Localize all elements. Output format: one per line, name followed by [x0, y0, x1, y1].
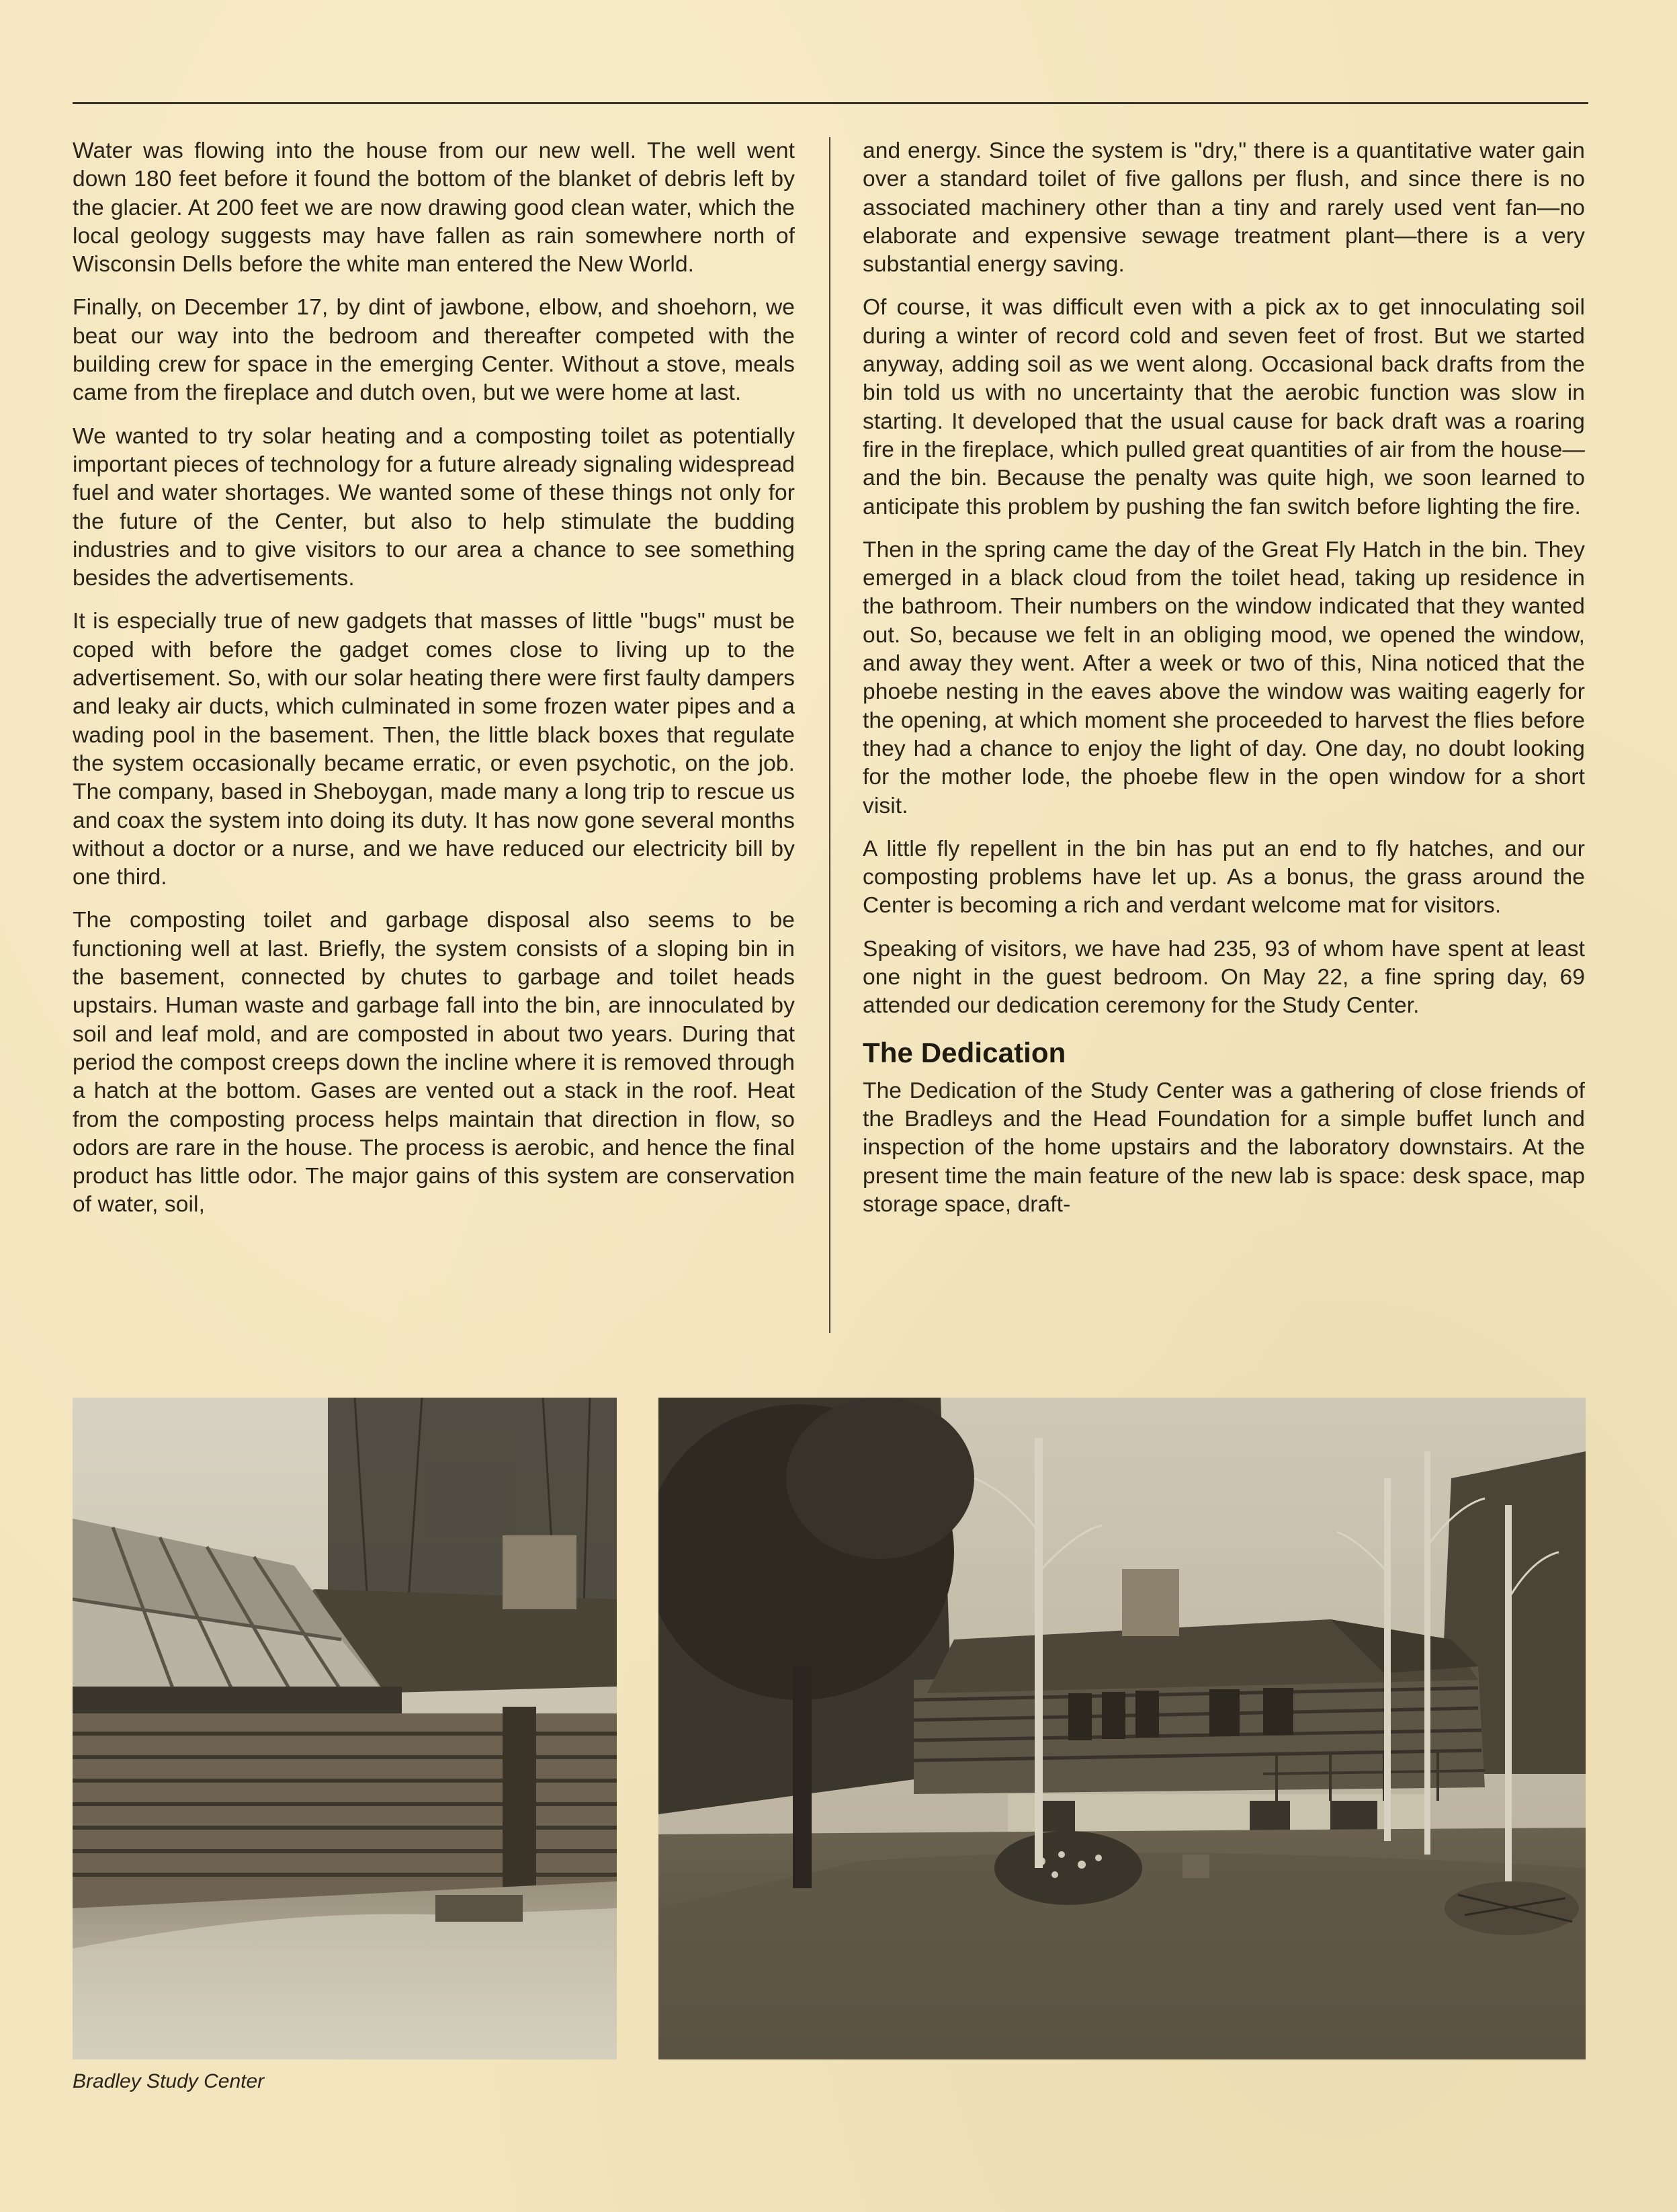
photo-caption: Bradley Study Center: [73, 2070, 265, 2092]
paragraph-fly-repellent: A little fly repellent in the bin has put an end to fly hatches, and our composting problems have let up. As a bonus, the grass around the Center is becoming a rich and verdant welcome mat for visitors.: [863, 836, 1585, 919]
paragraph-dedication: The Dedication of the Study Center was a gathering of close friends of the Bradleys and the Head Foundation for a simple buffet lunch and inspection of the home upstairs and the laboratory downstairs. At the present time the main feature of the new lab is space: desk space, map storage space, draft-: [863, 1078, 1585, 1217]
paragraph-composting-toilet: The composting toilet and garbage disposal also seems to be functioning well at last. Briefly, the system consists of a sloping bin in the basement, connected by chutes to garbage and toilet heads upstairs. Human waste and garbage fall into the bin, are innoculated by soil and leaf mold, and are composted in about two years. During that period the compost creeps down the incline where it is removed through a hatch at the bottom. Gases are vented out a stack in the roof. Heat from the composting process helps maintain that direction in flow, so odors are rare in the house. The process is aerobic, and hence the final product has little odor. The major gains of this system are conservation of water, soil,: [73, 908, 795, 1218]
paragraph-fly-hatch: Then in the spring came the day of the Great Fly Hatch in the bin. They emerged in a black cloud from the toilet head, taking up residence in the bathroom. Their numbers on the window indicated that they wanted out. So, because we felt in an obliging mood, we opened the window, and away they went. After a week or two of this, Nina noticed that the phoebe nesting in the eaves above the window was waiting eagerly for the opening, at which moment she proceeded to harvest the flies before they had a chance to enjoy the light of day. One day, no doubt looking for the mother lode, the phoebe flew in the open window for a short visit.: [863, 537, 1585, 818]
paragraph-pick-ax: Of course, it was difficult even with a pick ax to get innoculating soil during a winter of record cold and seven feet of frost. But we started anyway, adding soil as we went along. Occasional back drafts from the bin told us with no uncertainty that the aerobic function was slow in starting. It developed that the usual cause for back draft was a roaring fire in the fireplace, which pulled great quantities of air from the house—and the bin. Because the penalty was quite high, we soon learned to anticipate this problem by pushing the fan switch before lighting the fire.: [863, 295, 1585, 519]
paragraph-moving-in: Finally, on December 17, by dint of jawbone, elbow, and shoehorn, we beat our way into the bedroom and thereafter competed with the building crew for space in the emerging Center. Without a stove, meals came from the fireplace and dutch oven, but we were home at last.: [73, 295, 795, 406]
section-heading-dedication: The Dedication: [863, 1036, 1066, 1068]
top-rule: [73, 102, 1588, 104]
photo-solar-building: [73, 1398, 617, 2059]
paragraph-bugs: It is especially true of new gadgets that masses of little "bugs" must be coped with before the gadget comes close to living up to the advertisement. So, with our solar heating there were first faulty dampers and leaky air ducts, which culminated in some frozen water pipes and a wading pool in the basement. Then, the little black boxes that regulate the system occasionally became erratic, or even psychotic, on the job. The company, based in Sheboygan, made many a long trip to rescue us and coax the system into doing its duty. It has now gone several months without a doctor or a nurse, and we have reduced our electricity bill by one third.: [73, 609, 795, 890]
paragraph-visitors: Speaking of visitors, we have had 235, 93 of whom have spent at least one night in the guest bedroom. On May 22, a fine spring day, 69 attended our dedication ceremony for the Study Center.: [863, 936, 1585, 1019]
left-column: [73, 137, 795, 1234]
photo-study-center: [658, 1398, 1586, 2059]
solar-building-image: [73, 1398, 617, 2059]
paragraph-energy: and energy. Since the system is "dry," there is a quantitative water gain over a standard toilet of five gallons per flush, and since there is no associated machinery other than a tiny and rarely used vent fan—no elaborate and expensive sewage treatment plant—there is a very substantial energy saving.: [863, 138, 1585, 278]
paragraph-solar-composting: We wanted to try solar heating and a composting toilet as potentially important pieces of technology for a future already signaling widespread fuel and water shortages. We wanted some of these things not only for the future of the Center, but also to help stimulate the budding industries and to give visitors to our area a chance to see something besides the advertisements.: [73, 423, 795, 591]
paragraph-well: Water was flowing into the house from our new well. The well went down 180 feet before it found the bottom of the blanket of debris left by the glacier. At 200 feet we are now drawing good clean water, which the local geology suggests may have fallen as rain somewhere north of Wisconsin Dells before the white man entered the New World.: [73, 138, 795, 278]
right-column: [863, 137, 1585, 1234]
column-divider: [829, 137, 830, 1333]
study-center-image: [658, 1398, 1586, 2059]
